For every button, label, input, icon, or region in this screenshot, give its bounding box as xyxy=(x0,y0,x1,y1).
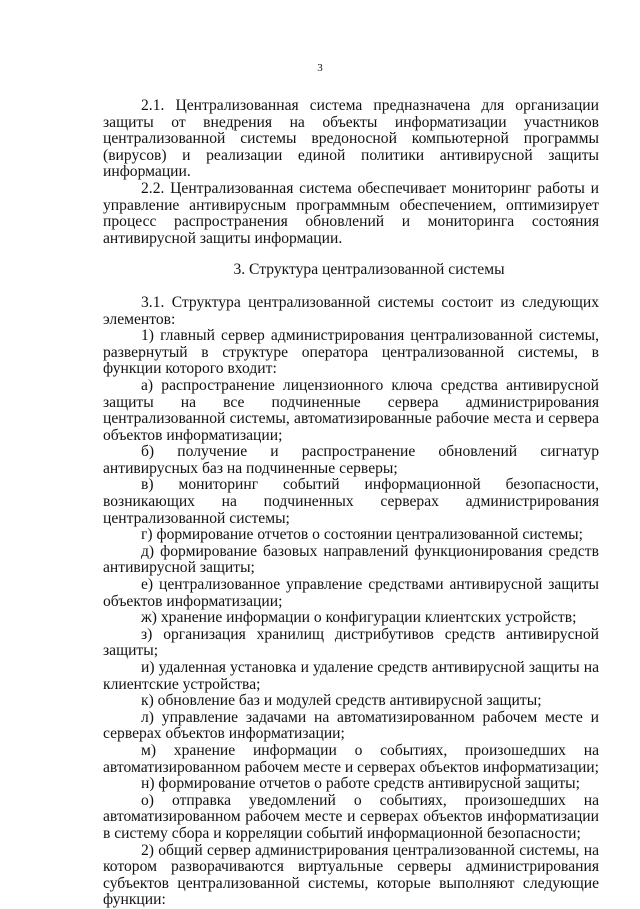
section-heading: 3. Структура централизованной системы xyxy=(233,261,505,279)
list-item-v: в) мониторинг событий информационной безопасности, возникающих на подчиненных серверах администрирования централизованной системы; xyxy=(103,476,599,527)
list-item-1: 1) главный сервер администрирования централизованной системы, развернутый в структуре оператора централизованной системы, в функции которого входит: xyxy=(103,327,599,378)
page-number: 3 xyxy=(317,62,323,74)
list-item-d: д) формирование базовых направлений функционирования средств антивирусной защиты; xyxy=(103,542,599,577)
list-item-n: н) формирование отчетов о работе средств антивирусной защиты; xyxy=(141,775,580,793)
list-item-g: г) формирование отчетов о состоянии централизованной системы; xyxy=(141,526,583,544)
list-item-l: л) управление задачами на автоматизированном рабочем месте и серверах объектов информатизации; xyxy=(103,708,599,743)
list-item-z: з) организация хранилищ дистрибутивов средств антивирусной защиты; xyxy=(103,625,599,660)
paragraph-2-1: 2.1. Централизованная система предназначена для организации защиты от внедрения на объекты информатизации участников централизованной системы вредоносной компьютерной программы (вирусов) и реализации единой политики антивирусной защиты информации. xyxy=(103,97,599,181)
list-item-b: б) получение и распространение обновлений сигнатур антивирусных баз на подчиненные серверы; xyxy=(103,443,599,477)
list-item-zh: ж) хранение информации о конфигурации клиентских устройств; xyxy=(141,609,577,627)
list-item-2: 2) общий сервер администрирования централизованной системы, на котором разворачиваются виртуальные серверы администрирования субъектов централизованной системы, которые выполняют следующие функции: xyxy=(103,841,599,909)
list-item-k: к) обновление баз и модулей средств антивирусной защиты; xyxy=(141,692,542,710)
list-item-o: о) отправка уведомлений о событиях, произошедших на автоматизированном рабочем месте и серверах объектов информатизации в систему сбора и корреляции событий информационной безопасности; xyxy=(103,791,599,842)
paragraph-3-1: 3.1. Структура централизованной системы состоит из следующих элементов: xyxy=(103,293,599,328)
list-item-m: м) хранение информации о событиях, произошедших на автоматизированном рабочем месте и серверах объектов информатизации; xyxy=(103,741,599,776)
paragraph-2-2: 2.2. Централизованная система обеспечивает мониторинг работы и управление антивирусным программным обеспечением, оптимизирует процесс распространения обновлений и мониторинга состояния антивирусной защиты информации. xyxy=(103,179,599,247)
list-item-i: и) удаленная установка и удаление средств антивирусной защиты на клиентские устройства; xyxy=(103,659,599,693)
document-body xyxy=(103,98,599,909)
list-item-e: е) централизованное управление средствами антивирусной защиты объектов информатизации; xyxy=(103,576,599,610)
list-item-a: а) распространение лицензионного ключа средства антивирусной защиты на все подчиненные сервера администрирования централизованной системы, автоматизированные рабочие места и сервера объектов информатизации; xyxy=(103,376,599,444)
